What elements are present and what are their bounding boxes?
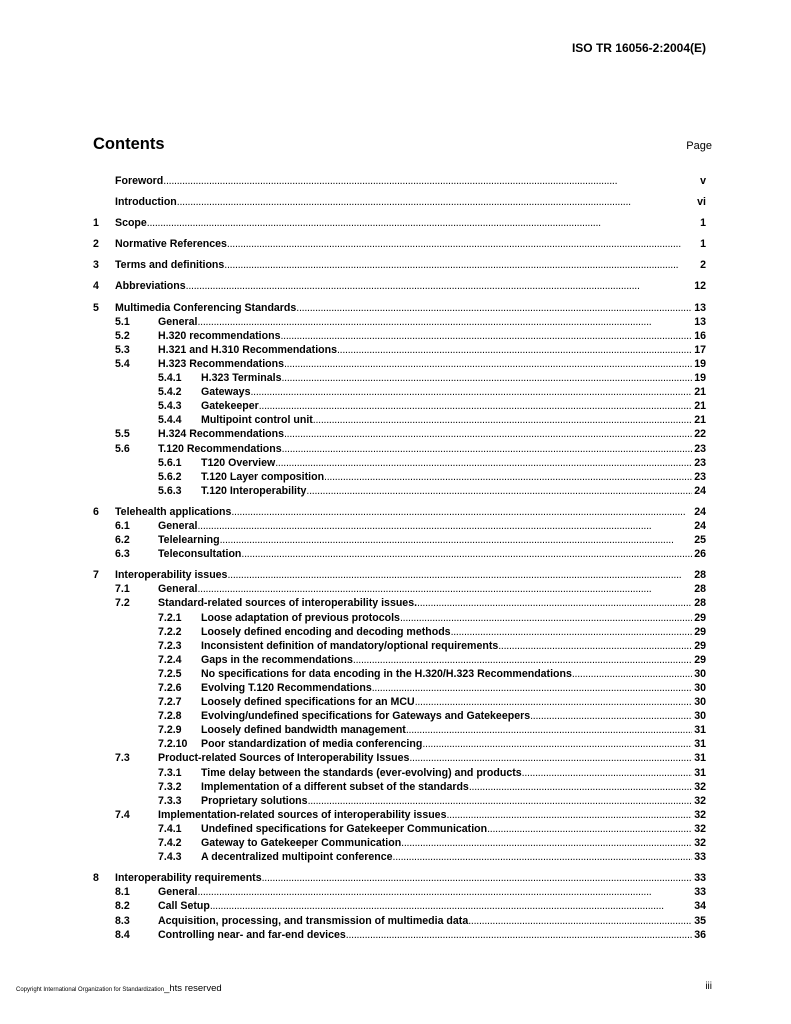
dot-leader: [451, 625, 693, 639]
toc-entry-title: Implementation-related sources of interoperability issues: [158, 808, 447, 821]
toc-entry-page: 31: [694, 752, 706, 765]
dot-leader: [163, 174, 698, 188]
toc-entry-title: Product-related Sources of Interoperability Issues: [158, 752, 410, 765]
toc-entry-title: Multimedia Conferencing Standards: [115, 301, 297, 314]
toc-entry-number: 2: [93, 238, 99, 251]
dot-leader: [231, 505, 692, 519]
dot-leader: [282, 442, 693, 456]
toc-entry[interactable]: [93, 751, 706, 765]
toc-entry-title: Proprietary solutions: [201, 794, 308, 807]
toc-entry-page: 32: [694, 837, 706, 850]
toc-entry-title: General: [158, 583, 198, 596]
toc-entry-page: 24: [694, 519, 706, 532]
toc-entry-number: 4: [93, 280, 99, 293]
dot-leader: [572, 667, 692, 681]
toc-entry[interactable]: [93, 695, 706, 709]
toc-entry-title: H.324 Recommendations: [158, 428, 284, 441]
toc-entry-number: 7.3.1: [158, 766, 182, 779]
toc-entry-title: Time delay between the standards (ever-evolving) and products: [201, 766, 522, 779]
toc-entry-number: 7: [93, 569, 99, 582]
toc-entry-number: 5.4.4: [158, 414, 182, 427]
dot-leader: [417, 596, 692, 610]
toc-entry-title: H.323 Terminals: [201, 372, 282, 385]
toc-entry-number: 7.2.10: [158, 738, 188, 751]
toc-entry[interactable]: [93, 681, 706, 695]
dot-leader: [210, 899, 692, 913]
toc-entry-title: Gaps in the recommendations: [201, 653, 353, 666]
toc-entry-number: 7.4.3: [158, 851, 182, 864]
toc-entry-title: Loosely defined encoding and decoding methods: [201, 625, 451, 638]
toc-entry[interactable]: [93, 899, 706, 913]
page-column-label: Page: [686, 140, 712, 152]
table-of-contents: [93, 174, 706, 942]
toc-entry[interactable]: [93, 850, 706, 864]
toc-entry[interactable]: [93, 582, 706, 596]
toc-entry-title: A decentralized multipoint conference: [201, 851, 393, 864]
toc-entry-page: vi: [697, 196, 706, 209]
toc-entry-page: 31: [694, 766, 706, 779]
toc-entry-number: 5.2: [115, 329, 130, 342]
toc-entry[interactable]: [93, 611, 706, 625]
dot-leader: [530, 709, 692, 723]
toc-entry[interactable]: [93, 174, 706, 188]
toc-entry-page: 13: [694, 301, 706, 314]
toc-entry[interactable]: [93, 780, 706, 794]
dot-leader: [259, 399, 692, 413]
dot-leader: [275, 456, 692, 470]
toc-entry[interactable]: [93, 871, 706, 885]
toc-entry-title: T120 Overview: [201, 456, 276, 469]
toc-entry-page: 19: [694, 372, 706, 385]
toc-entry[interactable]: [93, 914, 706, 928]
page-title: Contents: [93, 135, 165, 153]
toc-entry-title: Gateway to Gatekeeper Communication: [201, 837, 402, 850]
toc-entry-page: 21: [694, 400, 706, 413]
toc-entry-number: 7.2.2: [158, 625, 182, 638]
toc-entry[interactable]: [93, 568, 706, 582]
toc-entry-page: 30: [694, 696, 706, 709]
toc-entry-number: 5.5: [115, 428, 130, 441]
toc-entry-page: 33: [694, 886, 706, 899]
toc-entry[interactable]: [93, 625, 706, 639]
toc-entry-number: 7.2.7: [158, 696, 182, 709]
toc-entry-number: 5.4.2: [158, 386, 182, 399]
toc-entry-title: Undefined specifications for Gatekeeper Communication: [201, 822, 488, 835]
dot-leader: [409, 751, 692, 765]
toc-entry-number: 7.2.1: [158, 611, 182, 624]
toc-entry[interactable]: [93, 596, 706, 610]
dot-leader: [422, 737, 692, 751]
toc-entry-page: 13: [694, 315, 706, 328]
toc-entry[interactable]: [93, 258, 706, 272]
toc-entry-title: Teleconsultation: [158, 548, 242, 561]
toc-entry[interactable]: [93, 822, 706, 836]
toc-entry[interactable]: [93, 237, 706, 251]
dot-leader: [296, 301, 692, 315]
toc-entry-page: 1: [700, 217, 706, 230]
dot-leader: [522, 766, 693, 780]
toc-entry-page: 28: [694, 569, 706, 582]
toc-entry-page: 29: [694, 625, 706, 638]
dot-leader: [262, 871, 693, 885]
toc-entry-number: 7.2.4: [158, 653, 182, 666]
toc-entry[interactable]: [93, 279, 706, 293]
dot-leader: [401, 836, 692, 850]
toc-entry-number: 7.2.5: [158, 667, 182, 680]
toc-entry[interactable]: [93, 357, 706, 371]
toc-entry[interactable]: [93, 385, 706, 399]
dot-leader: [393, 850, 693, 864]
toc-entry-title: Telehealth applications: [115, 505, 232, 518]
toc-entry-title: T.120 Recommendations: [158, 442, 282, 455]
dot-leader: [313, 413, 692, 427]
toc-entry[interactable]: [93, 737, 706, 751]
toc-entry-number: 7.2.3: [158, 639, 182, 652]
toc-entry-title: General: [158, 315, 198, 328]
toc-entry-page: 23: [694, 456, 706, 469]
toc-entry[interactable]: [93, 667, 706, 681]
toc-entry-number: 7.2: [115, 597, 130, 610]
toc-entry-number: 7.4: [115, 808, 130, 821]
toc-entry-page: 29: [694, 639, 706, 652]
toc-entry-number: 7.1: [115, 583, 130, 596]
toc-entry-title: Evolving/undefined specifications for Gateways and Gatekeepers: [201, 710, 531, 723]
toc-entry-title: Implementation of a different subset of the standards: [201, 780, 469, 793]
toc-entry-number: 8.1: [115, 886, 130, 899]
toc-entry[interactable]: [93, 653, 706, 667]
toc-entry-page: 35: [694, 914, 706, 927]
toc-entry-title: Introduction: [115, 196, 177, 209]
toc-entry-page: 1: [700, 238, 706, 251]
toc-entry[interactable]: [93, 301, 706, 315]
dot-leader: [197, 519, 692, 533]
toc-entry-number: 5.4.3: [158, 400, 182, 413]
dot-leader: [281, 371, 692, 385]
toc-entry-number: 5.6.2: [158, 470, 182, 483]
toc-entry-title: General: [158, 886, 198, 899]
toc-entry-page: 32: [694, 794, 706, 807]
toc-entry[interactable]: [93, 505, 706, 519]
document-id-header: ISO TR 16056-2:2004(E): [571, 41, 706, 55]
toc-entry-title: Multipoint control unit: [201, 414, 313, 427]
toc-entry-number: 6: [93, 505, 99, 518]
toc-entry-title: General: [158, 519, 198, 532]
dot-leader: [306, 484, 692, 498]
toc-entry[interactable]: [93, 547, 706, 561]
toc-entry-number: 7.3: [115, 752, 130, 765]
toc-entry[interactable]: [93, 533, 706, 547]
toc-entry-title: Acquisition, processing, and transmission of multimedia data: [158, 914, 469, 927]
toc-entry[interactable]: [93, 427, 706, 441]
dot-leader: [280, 329, 692, 343]
toc-entry-page: 19: [694, 357, 706, 370]
toc-entry-number: 5.6.3: [158, 484, 182, 497]
toc-entry-page: 36: [694, 928, 706, 941]
toc-entry[interactable]: [93, 836, 706, 850]
toc-entry-title: Gatekeeper: [201, 400, 259, 413]
dot-leader: [324, 470, 692, 484]
copyright-text: Copyright International Organization for Standardization: [16, 987, 165, 993]
dot-leader: [337, 343, 692, 357]
toc-entry-number: 5.4: [115, 357, 130, 370]
toc-entry-page: 31: [694, 724, 706, 737]
toc-entry-title: Call Setup: [158, 900, 210, 913]
toc-entry[interactable]: [93, 456, 706, 470]
toc-entry-number: 8.2: [115, 900, 130, 913]
dot-leader: [220, 533, 693, 547]
toc-entry-page: 34: [694, 900, 706, 913]
toc-entry[interactable]: [93, 723, 706, 737]
dot-leader: [468, 914, 692, 928]
toc-entry-title: Evolving T.120 Recommendations: [201, 682, 372, 694]
toc-entry-number: 7.2.8: [158, 710, 182, 723]
dot-leader: [498, 639, 692, 653]
toc-entry-number: 7.2.6: [158, 682, 182, 694]
toc-entry-number: 7.3.2: [158, 780, 182, 793]
dot-leader: [197, 315, 692, 329]
dot-leader: [346, 928, 692, 942]
dot-leader: [197, 582, 692, 596]
toc-entry-page: 23: [694, 470, 706, 483]
toc-entry-page: 24: [694, 484, 706, 497]
toc-entry-title: Foreword: [115, 175, 164, 187]
toc-entry-page: v: [700, 175, 706, 187]
toc-entry-number: 6.1: [115, 519, 130, 532]
toc-entry-page: 2: [700, 259, 706, 272]
dot-leader: [147, 216, 698, 230]
toc-entry[interactable]: [93, 413, 706, 427]
toc-entry-page: 16: [694, 329, 706, 342]
toc-entry-title: Interoperability requirements: [115, 872, 262, 885]
dot-leader: [284, 357, 692, 371]
copyright-tail: _hts reserved: [164, 983, 222, 994]
toc-entry-number: 5.4.1: [158, 372, 182, 385]
toc-entry-title: No specifications for data encoding in the H.320/H.323 Recommendations: [201, 667, 572, 680]
toc-entry-page: 30: [694, 667, 706, 680]
toc-entry-number: 5.1: [115, 315, 130, 328]
toc-entry-title: Normative References: [115, 238, 227, 251]
toc-entry-page: 12: [694, 280, 706, 293]
toc-entry-page: 28: [694, 597, 706, 610]
toc-entry-title: Inconsistent definition of mandatory/optional requirements: [201, 639, 499, 652]
toc-entry[interactable]: [93, 639, 706, 653]
toc-entry-title: Terms and definitions: [115, 259, 225, 272]
dot-leader: [469, 780, 692, 794]
toc-entry-title: T.120 Interoperability: [201, 484, 307, 497]
toc-entry-page: 32: [694, 808, 706, 821]
toc-entry-number: 8.4: [115, 928, 130, 941]
toc-entry-title: Poor standardization of media conferencing: [201, 738, 423, 751]
toc-entry[interactable]: [93, 794, 706, 808]
toc-entry-title: Abbreviations: [115, 280, 186, 293]
toc-entry-number: 5: [93, 301, 99, 314]
dot-leader: [406, 723, 692, 737]
dot-leader: [353, 653, 692, 667]
toc-entry-page: 28: [694, 583, 706, 596]
dot-leader: [250, 385, 692, 399]
toc-entry-number: 5.6: [115, 442, 130, 455]
toc-entry-title: Scope: [115, 217, 147, 230]
toc-entry-title: H.323 Recommendations: [158, 357, 284, 370]
dot-leader: [400, 611, 692, 625]
toc-entry-title: Loosely defined specifications for an MCU: [201, 696, 415, 709]
toc-entry[interactable]: [93, 928, 706, 942]
toc-entry-title: Telelearning: [158, 534, 220, 547]
toc-entry-page: 32: [694, 780, 706, 793]
toc-entry-title: Standard-related sources of interoperability issues.: [158, 597, 418, 610]
toc-entry[interactable]: [93, 709, 706, 723]
toc-entry-title: T.120 Layer composition: [201, 470, 325, 483]
toc-entry-number: 5.6.1: [158, 456, 182, 469]
toc-entry[interactable]: [93, 343, 706, 357]
toc-entry-page: 22: [694, 428, 706, 441]
toc-entry-title: Gateways: [201, 386, 251, 399]
toc-entry[interactable]: [93, 329, 706, 343]
toc-entry-number: 8: [93, 872, 99, 885]
dot-leader: [186, 279, 693, 293]
toc-entry[interactable]: [93, 442, 706, 456]
toc-entry-page: 23: [694, 442, 706, 455]
dot-leader: [227, 237, 698, 251]
toc-entry-number: 7.4.1: [158, 822, 182, 835]
toc-entry-title: H.320 recommendations: [158, 329, 281, 342]
dot-leader: [308, 794, 693, 808]
toc-entry[interactable]: [93, 519, 706, 533]
copyright-footer: [16, 983, 222, 994]
toc-entry[interactable]: [93, 808, 706, 822]
dot-leader: [487, 822, 692, 836]
toc-entry-number: 7.2.9: [158, 724, 182, 737]
toc-entry-page: 29: [694, 653, 706, 666]
dot-leader: [227, 568, 692, 582]
dot-leader: [372, 681, 692, 695]
toc-entry-page: 21: [694, 386, 706, 399]
toc-entry[interactable]: [93, 470, 706, 484]
toc-entry-page: 31: [694, 738, 706, 751]
toc-entry-page: 21: [694, 414, 706, 427]
page-number: iii: [705, 981, 712, 992]
toc-entry-page: 33: [694, 872, 706, 885]
toc-entry[interactable]: [93, 399, 706, 413]
toc-entry[interactable]: [93, 315, 706, 329]
toc-entry-page: 17: [694, 343, 706, 356]
dot-leader: [415, 695, 693, 709]
toc-entry[interactable]: [93, 195, 706, 209]
toc-entry-page: 25: [694, 534, 706, 547]
toc-entry-title: Interoperability issues: [115, 569, 228, 582]
toc-entry-title: Loosely defined bandwidth management: [201, 724, 406, 737]
toc-entry-number: 5.3: [115, 343, 130, 356]
toc-entry-number: 7.3.3: [158, 794, 182, 807]
toc-entry[interactable]: [93, 371, 706, 385]
toc-entry-number: 6.2: [115, 534, 130, 547]
toc-entry-number: 7.4.2: [158, 837, 182, 850]
dot-leader: [446, 808, 692, 822]
toc-entry-title: H.321 and H.310 Recommendations: [158, 343, 337, 356]
toc-entry[interactable]: [93, 885, 706, 899]
dot-leader: [197, 885, 692, 899]
toc-entry[interactable]: [93, 216, 706, 230]
toc-entry-title: Loose adaptation of previous protocols: [201, 611, 400, 624]
toc-entry-number: 3: [93, 259, 99, 272]
toc-entry-number: 6.3: [115, 548, 130, 561]
dot-leader: [284, 427, 692, 441]
toc-entry-page: 33: [694, 851, 706, 864]
dot-leader: [224, 258, 698, 272]
toc-entry-page: 26: [694, 548, 706, 561]
toc-entry-number: 1: [93, 217, 99, 230]
dot-leader: [241, 547, 692, 561]
toc-entry-page: 32: [694, 822, 706, 835]
toc-entry-page: 30: [694, 710, 706, 723]
toc-entry-page: 24: [694, 505, 706, 518]
toc-entry-title: Controlling near- and far-end devices: [158, 928, 346, 941]
toc-entry[interactable]: [93, 484, 706, 498]
toc-entry[interactable]: [93, 766, 706, 780]
toc-entry-page: 29: [694, 611, 706, 624]
dot-leader: [177, 195, 695, 209]
toc-entry-number: 8.3: [115, 914, 130, 927]
toc-entry-page: 30: [694, 682, 706, 694]
